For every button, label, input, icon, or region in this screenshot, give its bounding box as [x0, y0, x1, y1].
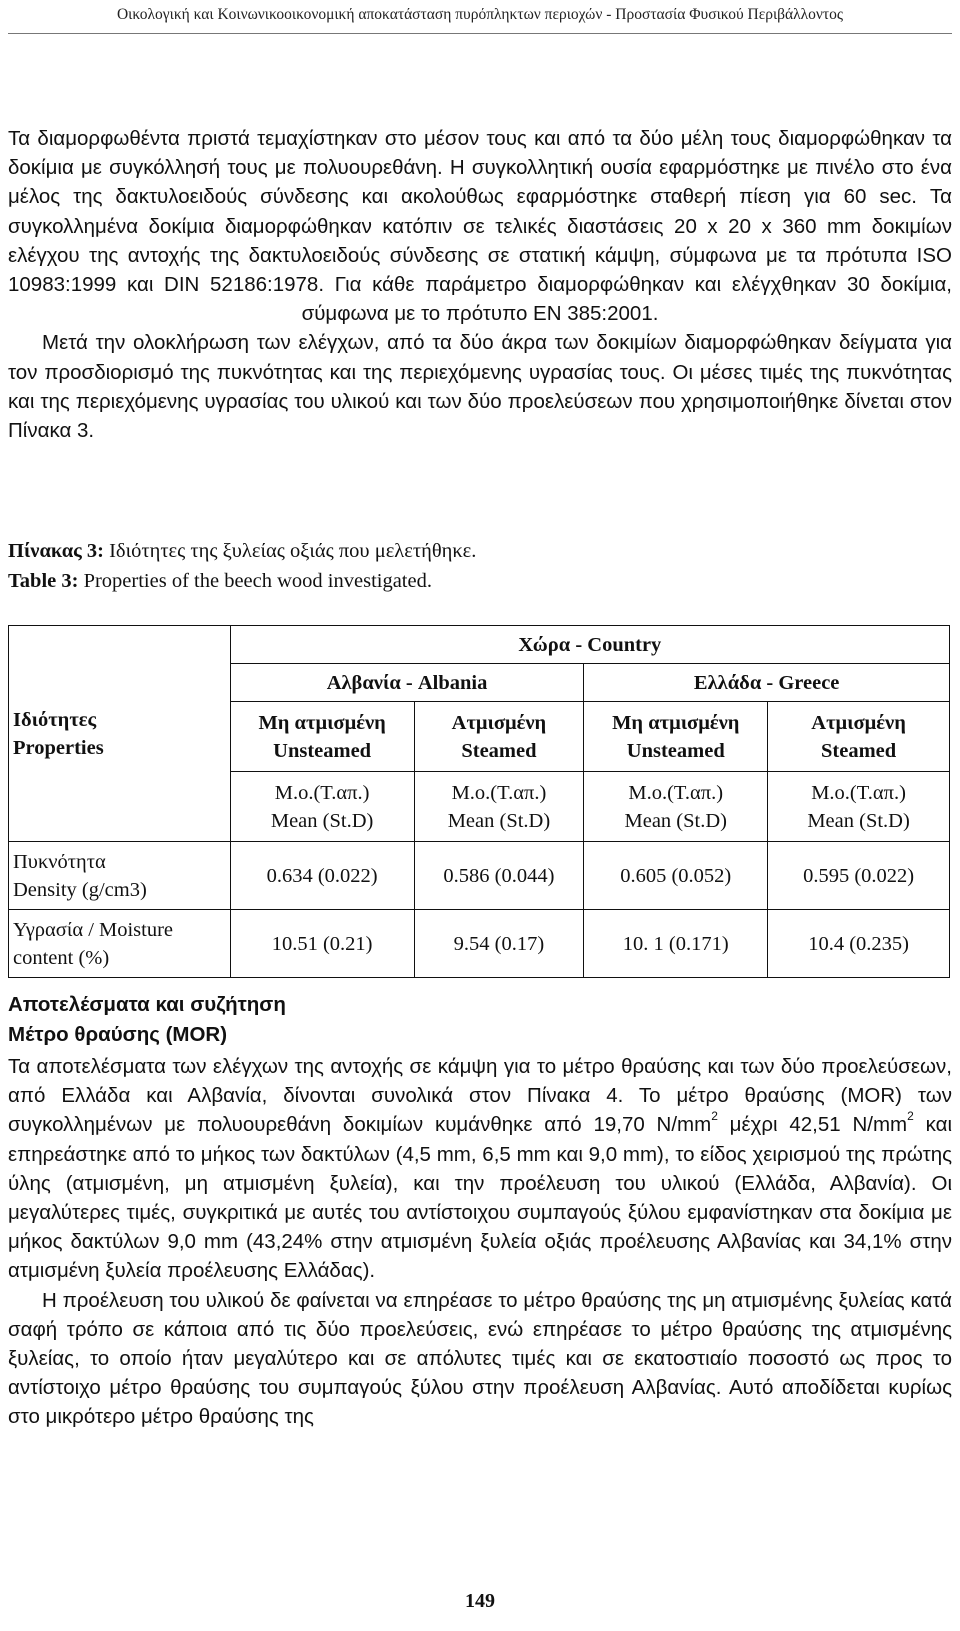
greece-unsteamed-english: Unsteamed: [626, 739, 725, 762]
table-row: [9, 842, 950, 910]
moisture-label-english: content (%): [13, 946, 110, 969]
table-cell: 10.51 (0.21): [230, 910, 414, 978]
intro-paragraph-1-part-a: Τα διαμορφωθέντα πριστά τεμαχίστηκαν στο μέσον τους και από τα δύο μέλη τους διαμορφώθηκαν τα δοκίμια με συγκόλλησή τους με πολυουρεθάνη. Η συγκολλητική ουσία εφαρμόστηκε με πινέλο στο ένα μέλος της δακτυλοειδούς σύνδεσης και ακολούθως εφαρμόστηκε σταθερή πίεση για 60 sec.: [8, 127, 952, 209]
caption-english: [8, 566, 952, 596]
stat-header-2-greek: Μ.ο.(Τ.απ.): [451, 781, 547, 804]
albania-unsteamed-greek: Μη ατμισμένη: [258, 711, 386, 734]
results-section: [8, 1052, 952, 1432]
greece-header: Ελλάδα - Greece: [584, 664, 950, 702]
table-cell: 10. 1 (0.171): [584, 910, 768, 978]
greece-steamed-english: Steamed: [821, 739, 897, 762]
table-cell: 0.634 (0.022): [230, 842, 414, 910]
page-number: 149: [465, 1590, 495, 1612]
stat-header-3: [584, 772, 768, 842]
results-paragraph-1: [8, 1052, 952, 1286]
stat-header-2-english: Mean (St.D): [447, 809, 551, 832]
greece-steamed-header: [768, 702, 950, 772]
superscript: 2: [907, 1109, 914, 1124]
stat-header-1: [230, 772, 414, 842]
caption-greek: [8, 536, 952, 566]
properties-header-cell: [9, 626, 231, 842]
moisture-label-greek: Υγρασία / Moisture: [13, 918, 174, 941]
stat-header-1-greek: Μ.ο.(Τ.απ.): [274, 781, 370, 804]
intro-paragraph-2: Μετά την ολοκλήρωση των ελέγχων, από τα δύο άκρα των δοκιμίων διαμορφώθηκαν δείγματα για τον προσδιορισμό της πυκνότητας και της περιεχόμενης υγρασίας τους. Οι μέσες τιμές της πυκνότητας και της περιεχόμενης υγρασίας του υλικού και των δύο προελεύσεων που χρησιμοποιήθηκε δίνεται στον Πίνακα 3.: [8, 331, 952, 443]
results-paragraph-1-part-b: μέχρι 42,51 N/mm: [717, 1113, 908, 1137]
stat-header-4-english: Mean (St.D): [807, 809, 910, 832]
results-subheading: Μέτρο θραύσης (MOR): [8, 1023, 228, 1046]
albania-unsteamed-english: Unsteamed: [273, 739, 372, 762]
table-row: [9, 910, 950, 978]
results-paragraph-1-part-a: Τα αποτελέσματα των ελέγχων της αντοχής σε κάμψη για το μέτρο θραύσης και των δύο προελεύσεων, από Ελλάδα και Αλβανία, δίνονται συνολικά στον Πίνακα 4. Το μέτρο θραύσης (MOR) των συγκολλημένων με πολυουρεθάνη δοκιμίων κυμάνθηκε από 19,70 N/mm: [8, 1055, 952, 1137]
superscript: 2: [711, 1109, 718, 1124]
table-cell: 9.54 (0.17): [414, 910, 584, 978]
properties-header-greek: Ιδιότητες: [13, 708, 97, 731]
greece-unsteamed-header: [584, 702, 768, 772]
results-heading: Αποτελέσματα και συζήτηση: [8, 993, 286, 1016]
density-label-english: Density (g/cm3): [13, 878, 147, 901]
stat-header-3-english: Mean (St.D): [624, 809, 727, 832]
table-cell: 10.4 (0.235): [768, 910, 950, 978]
running-header: Οικολογική και Κοινωνικοοικονομική αποκατάσταση πυρόπληκτων περιοχών - Προστασία Φυσικού Περιβάλλοντος: [116, 6, 844, 23]
albania-steamed-header: [414, 702, 584, 772]
stat-header-1-english: Mean (St.D): [270, 809, 374, 832]
table-cell: 0.605 (0.052): [584, 842, 768, 910]
table-caption: [8, 536, 952, 596]
stat-header-4-greek: Μ.ο.(Τ.απ.): [811, 781, 906, 804]
results-paragraph-2: Η προέλευση του υλικού δε φαίνεται να επηρέασε το μέτρο θραύσης της μη ατμισμένης ξυλείας κατά σαφή τρόπο σε κάποια από τις δύο προελεύσεις, ενώ επηρέασε το μέτρο θραύσης της ατμισμένης ξυλείας, το οποίο ήταν μεγαλύτερο και σε απόλυτες τιμές και σε εκατοστιαίο ποσοστό ως προς το αντίστοιχο μέτρο θραύσης του συμπαγούς ξύλου στην προέλευση Αλβανίας. Αυτό αποδίδεται κυρίως στο μικρότερο μέτρο θραύσης της: [8, 1288, 952, 1429]
table-cell: 0.595 (0.022): [768, 842, 950, 910]
results-paragraph-1-part-c: και επηρεάστηκε από το μήκος των δακτύλων (4,5 mm, 6,5 mm και 9,0 mm), το είδος χειρισμού της πρώτης ύλης (ατμισμένη, μη ατμισμένη ξυλεία), και την προέλευση του υλικού (Ελλάδα, Αλβανία). Οι μεγαλύτερες τιμές, συγκριτικά με αυτές του αντίστοιχου συμπαγούς ξύλου εμφανίστηκαν στα δοκίμια με μήκος δακτύλων 9,0 mm (43,24% στην ατμισμένη ξυλεία οξιάς προέλευσης Αλβανίας και 34,1% στην ατμισμένη ξυλεία προέλευσης Ελλάδας).: [8, 1113, 952, 1283]
table-cell: 0.586 (0.044): [414, 842, 584, 910]
albania-steamed-greek: Ατμισμένη: [451, 711, 547, 734]
stat-header-3-greek: Μ.ο.(Τ.απ.): [628, 781, 724, 804]
density-label-greek: Πυκνότητα: [13, 850, 106, 873]
header-rule: [8, 33, 952, 34]
country-header: Χώρα - Country: [230, 626, 949, 664]
caption-english-text: Properties of the beech wood investigated.: [78, 570, 432, 592]
table-header-row-country: [9, 626, 950, 664]
albania-unsteamed-header: [230, 702, 414, 772]
properties-header-english: Properties: [13, 736, 104, 759]
row-label-density: [9, 842, 231, 910]
caption-greek-text: Ιδιότητες της ξυλείας οξιάς που μελετήθηκε.: [103, 540, 477, 562]
greece-steamed-greek: Ατμισμένη: [811, 711, 906, 734]
greece-unsteamed-greek: Μη ατμισμένη: [612, 711, 740, 734]
intro-paragraph-1-part-b: Τα συγκολλημένα δοκίμια διαμορφώθηκαν κατόπιν σε τελικές διαστάσεις 20 x 20 x 360 mm δοκιμίων ελέγχου της αντοχής της δακτυλοειδούς σύνδεσης σε στατική κάμψη, σύμφωνα με τα πρότυπα ISO 10983:1999 και DIN 52186:1978. Για κάθε παράμετρο διαμορφώθηκαν και ελέγχθηκαν 30 δοκίμια, σύμφωνα με το πρότυπο EN 385:2001.: [8, 185, 952, 326]
properties-table: [8, 625, 950, 978]
stat-header-2: [414, 772, 584, 842]
caption-greek-label: Πίνακας 3:: [8, 540, 104, 562]
intro-section: [8, 124, 952, 445]
albania-steamed-english: Steamed: [461, 739, 537, 762]
intro-paragraph-1: [8, 124, 952, 328]
row-label-moisture: [9, 910, 231, 978]
stat-header-4: [768, 772, 950, 842]
caption-english-label: Table 3:: [8, 570, 79, 592]
albania-header: Αλβανία - Albania: [230, 664, 584, 702]
